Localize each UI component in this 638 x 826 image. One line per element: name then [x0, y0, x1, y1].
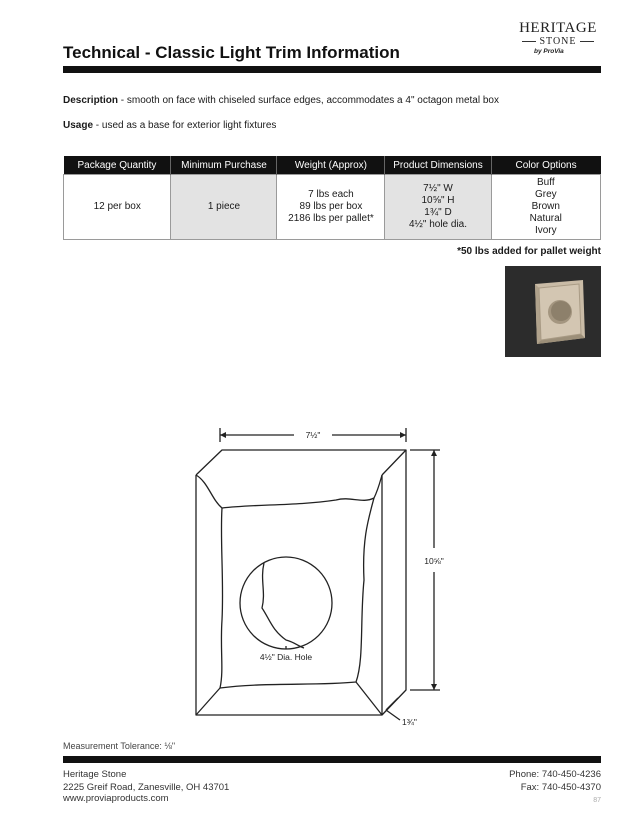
usage-label: Usage: [63, 120, 94, 131]
usage-line: [63, 120, 276, 131]
color-grey: Grey: [534, 189, 557, 200]
cell-weight: [277, 175, 385, 240]
page-number: 87: [593, 797, 601, 804]
logo-stone-text: STONE: [539, 36, 577, 47]
header-product-dimensions: Product Dimensions: [385, 156, 491, 175]
logo-heritage-text: HERITAGE: [519, 20, 597, 36]
width-label: 7½": [305, 430, 321, 440]
color-natural: Natural: [529, 213, 562, 224]
header-minimum-purchase: Minimum Purchase: [171, 156, 277, 175]
color-brown: Brown: [531, 201, 560, 212]
logo-right-line: [580, 41, 594, 42]
logo-left-line: [522, 41, 536, 42]
weight-box: 89 lbs per box: [299, 201, 363, 212]
footer-fax: Fax: 740-450-4370: [520, 782, 601, 793]
company-logo: [508, 20, 608, 56]
weight-pallet: 2186 lbs per pallet*: [288, 213, 374, 224]
spec-data-row: [64, 175, 601, 240]
header-package-quantity: Package Quantity: [64, 156, 171, 175]
logo-provia-text: by ProVia: [534, 48, 564, 55]
depth-label: 1¾": [402, 717, 417, 727]
weight-each: 7 lbs each: [308, 189, 354, 200]
technical-drawing: [186, 420, 456, 735]
spec-table: [63, 156, 601, 240]
spec-header-row: [64, 156, 601, 175]
cell-minimum-purchase: 1 piece: [171, 175, 277, 240]
measurement-tolerance: Measurement Tolerance: ⅛": [63, 741, 176, 751]
logo-stone-row: [508, 36, 608, 47]
usage-text: - used as a base for exterior light fixtures: [93, 120, 277, 131]
dim-height: 10⅝" H: [421, 195, 455, 206]
cell-dimensions: [385, 175, 491, 240]
footer-phone: Phone: 740-450-4236: [509, 769, 601, 780]
pallet-note: *50 lbs added for pallet weight: [457, 246, 601, 257]
footer-address: 2225 Greif Road, Zanesville, OH 43701: [63, 782, 230, 793]
footer-rule: [63, 756, 601, 763]
description-label: Description: [63, 95, 119, 106]
product-photo: [505, 266, 601, 357]
dim-hole: 4½" hole dia.: [408, 219, 468, 230]
footer-company: Heritage Stone: [63, 769, 127, 780]
color-ivory: Ivory: [534, 225, 557, 236]
light-trim-photo: [505, 266, 601, 357]
hole-label: 4½" Dia. Hole: [259, 652, 313, 662]
description-text: - smooth on face with chiseled surface edges, accommodates a 4" octagon metal box: [118, 95, 499, 106]
color-buff: Buff: [537, 177, 555, 188]
header-color-options: Color Options: [491, 156, 600, 175]
header-rule: [63, 66, 601, 73]
dim-width: 7½" W: [423, 183, 453, 194]
description-line: [63, 95, 499, 106]
page-title: Technical - Classic Light Trim Information: [63, 43, 400, 62]
header-weight: Weight (Approx): [277, 156, 385, 175]
dim-depth: 1¾" D: [424, 207, 452, 218]
light-trim-drawing: [186, 420, 456, 730]
cell-colors: [491, 175, 600, 240]
footer-website-link[interactable]: www.proviaproducts.com: [63, 793, 169, 804]
height-label: 10⅝": [424, 556, 444, 566]
cell-package-quantity: 12 per box: [64, 175, 171, 240]
